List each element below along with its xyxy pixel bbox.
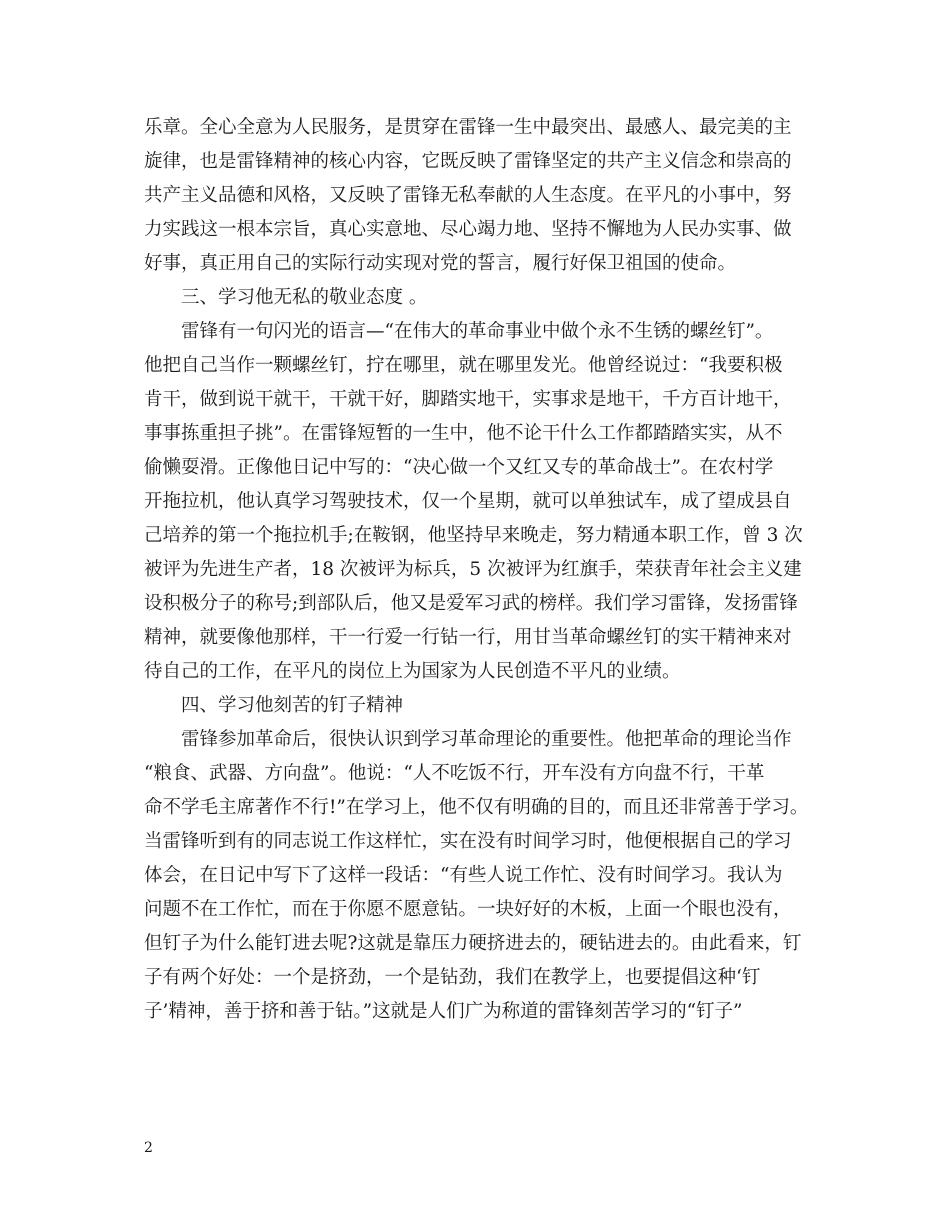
text-line: 子’精神，善于挤和善于钻。”这就是人们广为称道的雷锋刻苦学习的“钉子”	[144, 1001, 743, 1022]
text-line: 命不学毛主席著作不行!”在学习上，他不仅有明确的目的，而且还非常善于学习。	[144, 797, 809, 818]
text-line: 被评为先进生产者，18 次被评为标兵，5 次被评为红旗手，荣获青年社会主义建	[144, 559, 802, 580]
text-line: 子有两个好处：一个是挤劲，一个是钻劲，我们在教学上，也要提倡这种‘钉	[144, 967, 761, 988]
text-line: 精神，就要像他那样，干一行爱一行钻一行，用甘当革命螺丝钉的实干精神来对	[144, 627, 792, 648]
text-line: 体会，在日记中写下了这样一段话：“有些人说工作忙、没有时间学习。我认为	[144, 865, 783, 886]
text-line: “粮食、武器、方向盘”。他说：“人不吃饭不行，开车没有方向盘不行，干革	[144, 763, 765, 784]
section-heading: 三、学习他无私的敬业态度 。	[181, 287, 428, 308]
text-line: 当雷锋听到有的同志说工作这样忙，实在没有时间学习时，他便根据自己的学习	[144, 831, 792, 852]
page-number: 2	[144, 1140, 153, 1156]
text-line: 旋律，也是雷锋精神的核心内容，它既反映了雷锋坚定的共产主义信念和崇高的	[144, 151, 792, 172]
text-line: 但钉子为什么能钉进去呢?这就是靠压力硬挤进去的，硬钻进去的。由此看来，钉	[144, 933, 802, 954]
text-line: 开拖拉机，他认真学习驾驶技术，仅一个星期，就可以单独试车，成了望成县自	[144, 491, 792, 512]
text-line: 共产主义品德和风格，又反映了雷锋无私奉献的人生态度。在平凡的小事中，努	[144, 185, 792, 206]
section-heading: 四、学习他刻苦的钉子精神	[181, 695, 404, 716]
text-line: 他把自己当作一颗螺丝钉，拧在哪里，就在哪里发光。他曾经说过：“我要积极	[144, 355, 783, 376]
text-line: 乐章。全心全意为人民服务，是贯穿在雷锋一生中最突出、最感人、最完美的主	[144, 117, 792, 138]
text-line: 好事，真正用自己的实际行动实现对党的誓言，履行好保卫祖国的使命。	[144, 253, 737, 274]
text-line: 己培养的第一个拖拉机手;在鞍钢，他坚持早来晚走，努力精通本职工作，曾 3 次	[144, 525, 803, 546]
text-line: 问题不在工作忙，而在于你愿不愿意钻。一块好好的木板，上面一个眼也没有，	[144, 899, 792, 920]
text-line: 肯干，做到说干就干，干就干好，脚踏实地干，实事求是地干，千方百计地干，	[144, 389, 792, 410]
text-line: 雷锋有一句闪光的语言—“在伟大的革命事业中做个永不生锈的螺丝钉”。	[181, 321, 774, 342]
text-line: 雷锋参加革命后，很快认识到学习革命理论的重要性。他把革命的理论当作	[181, 729, 792, 750]
text-line: 事事拣重担子挑”。在雷锋短暂的一生中，他不论干什么工作都踏踏实实，从不	[144, 423, 783, 444]
text-line: 设积极分子的称号;到部队后，他又是爱军习武的榜样。我们学习雷锋，发扬雷锋	[144, 593, 798, 614]
text-line: 待自己的工作，在平凡的岗位上为国家为人民创造不平凡的业绩。	[144, 661, 681, 682]
text-line: 力实践这一根本宗旨，真心实意地、尽心竭力地、坚持不懈地为人民办实事、做	[144, 219, 792, 240]
text-line: 偷懒耍滑。正像他日记中写的：“决心做一个又红又专的革命战士”。在农村学	[144, 457, 774, 478]
